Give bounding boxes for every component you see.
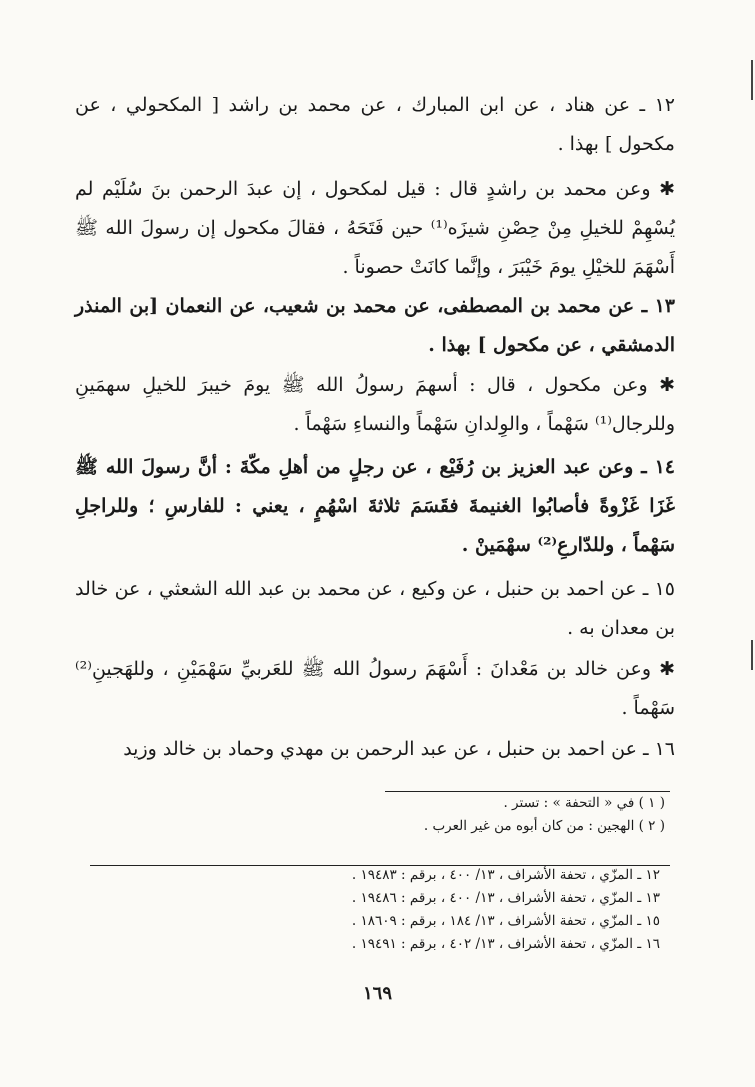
paragraph-hadith-13-chain: ١٣ ـ عن محمد بن المصطفى، عن محمد بن شعيب، عن النعمان [بن المنذر الدمشقي ، عن مكحول ] بهذا . — [75, 295, 675, 356]
page-edge-mark — [751, 60, 753, 100]
reference-line: ١٦ ـ المزّي ، تحفة الأشراف ، ١٣/ ٤٠٢ ، برقم : ١٩٤٩١ . — [351, 936, 660, 952]
reference-line: ١٥ ـ المزّي ، تحفة الأشراف ، ١٣/ ١٨٤ ، برقم : ١٨٦٠٩ . — [351, 913, 660, 929]
page-edge-mark — [751, 640, 753, 670]
paragraph-hadith-15-chain: ١٥ ـ عن احمد بن حنبل ، عن وكيع ، عن محمد بن عبد الله الشعثي ، عن خالد بن معدان به . — [75, 578, 675, 639]
paragraph-hadith-14: ١٤ ـ وعن عبد العزيز بن رُفَيْع ، عن رجلٍ من أهلِ مكّةَ : أنَّ رسولَ الله ﷺ غَزَا غَزْوةً فأصابُوا الغنيمةَ فقَسَمَ ثلاثةَ اسْهُمٍ ، يعني : للفارسِ ؛ وللراجلِ سَهْماً ، وللدّارعِ⁽²⁾ سهْمَينْ . — [75, 456, 675, 556]
footnote-2: ( ٢ ) الهجين : من كان أبوه من غير العرب . — [423, 818, 665, 834]
footnote-1: ( ١ ) في « التحفة » : تستر . — [503, 795, 665, 811]
paragraph-hadith-13-text: ✱ وعن مكحول ، قال : أسهمَ رسولُ الله ﷺ يومَ خيبرَ للخيلِ سهمَينِ وللرجال⁽¹⁾ سَهْماً ، والوِلدانِ سَهْماً والنساءِ سَهْماً . — [75, 374, 675, 435]
paragraph-hadith-12-chain: ١٢ ـ عن هناد ، عن ابن المبارك ، عن محمد بن راشد [ المكحولي ، عن مكحول ] بهذا . — [75, 94, 675, 155]
paragraph-hadith-16-chain: ١٦ ـ عن احمد بن حنبل ، عن عبد الرحمن بن مهدي وحماد بن خالد وزيد — [123, 738, 675, 760]
paragraph-hadith-15-text: ✱ وعن خالد بن مَعْدانَ : أَسْهَمَ رسولُ الله ﷺ للعَربيِّ سَهْمَيْنِ ، وللهَجينِ⁽²⁾ سَهْماً . — [75, 658, 675, 719]
page-number: ١٦٩ — [362, 983, 392, 1004]
reference-line: ١٣ ـ المزّي ، تحفة الأشراف ، ١٣/ ٤٠٠ ، برقم : ١٩٤٨٦ . — [351, 890, 660, 906]
reference-line: ١٢ ـ المزّي ، تحفة الأشراف ، ١٣/ ٤٠٠ ، برقم : ١٩٤٨٣ . — [351, 867, 660, 883]
paragraph-hadith-12-text: ✱ وعن محمد بن راشدٍ قال : قيل لمكحول ، إن عبدَ الرحمن بنَ سُلَيْم لم يُسْهِمْ للخيلِ مِنْ حِصْنِ شيزَه⁽¹⁾ حين فَتَحَهُ ، فقالَ مكحول إن رسولَ الله ﷺ أَسْهَمَ للخيْلِ يومَ خَيْبَرَ ، وإنَّما كانَتْ حصوناً . — [75, 178, 675, 278]
